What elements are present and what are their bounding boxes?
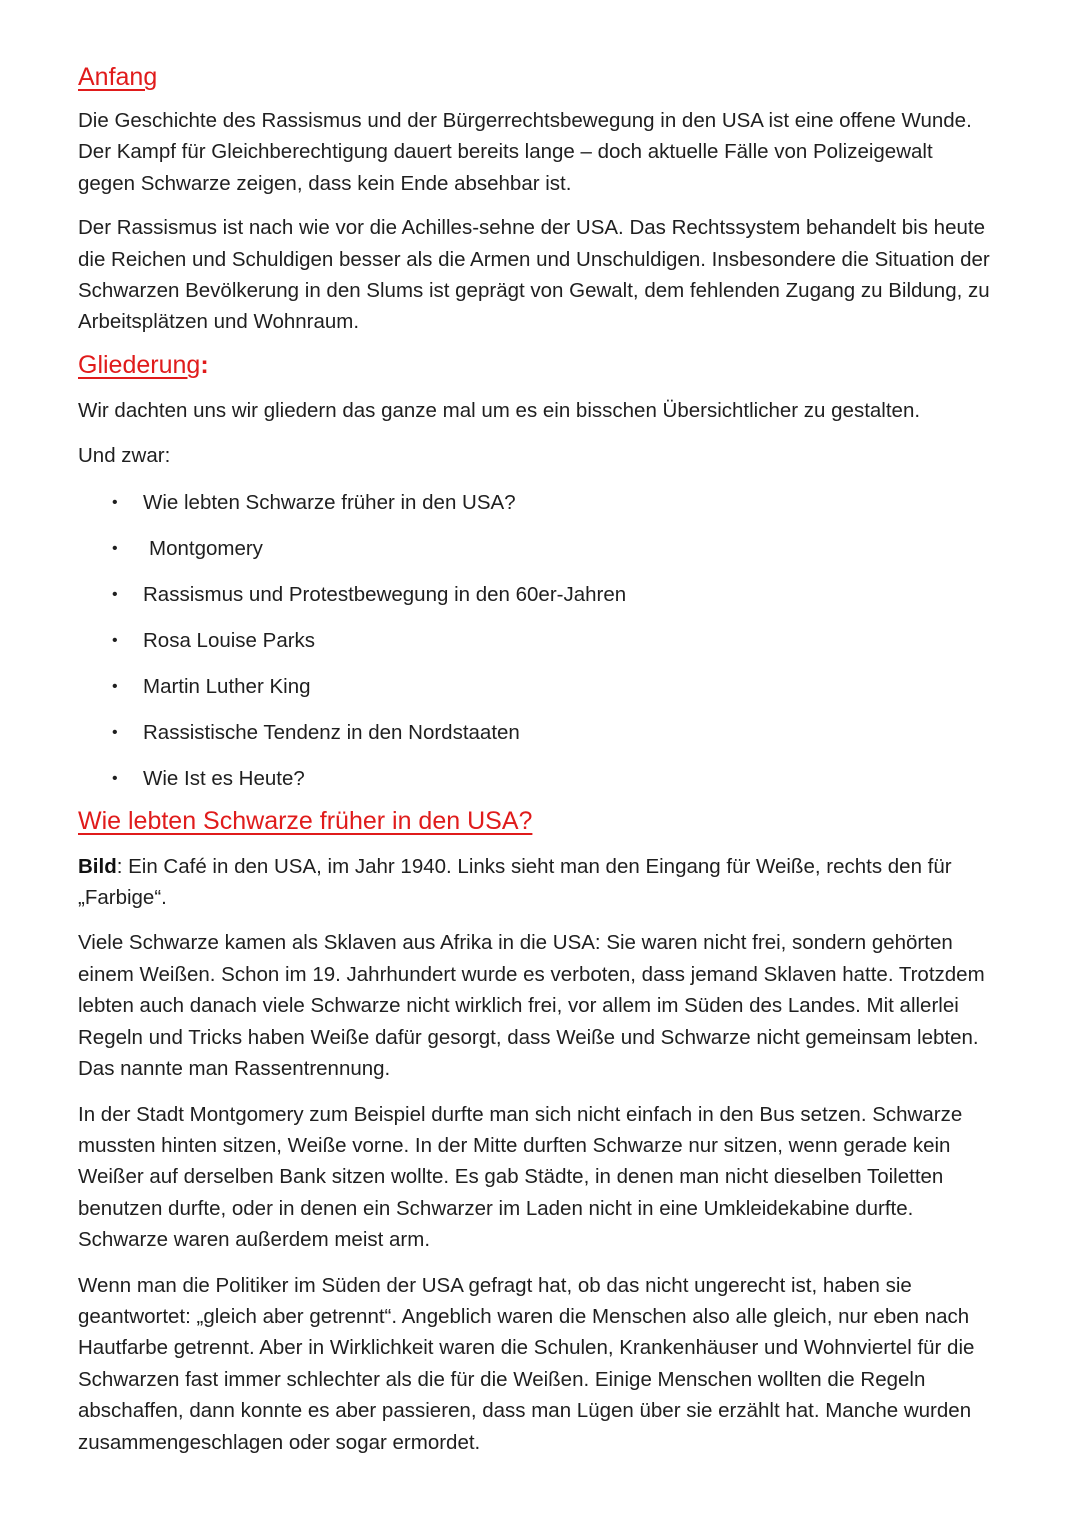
list-item-text: Wie lebten Schwarze früher in den USA? [143,490,516,514]
heading-gliederung-text: Gliederung [78,350,201,379]
outline-list [78,487,990,794]
bild-text: : Ein Café in den USA, im Jahr 1940. Links sieht man den Eingang für Weiße, rechts den für „Farbige“. [78,854,952,910]
list-item [78,579,990,610]
paragraph-montgomery: In der Stadt Montgomery zum Beispiel durfte man sich nicht einfach in den Bus setzen. Schwarze mussten hinten sitzen, Weiße vorne. In der Mitte durften Schwarze nur sitzen, wenn gerade kein Weißer auf derselben Bank sitzen wollte. Es gab Städte, in denen man nicht dieselben Toiletten benutzen durfte, oder in denen ein Schwarzer im Laden nicht in eine Umkleidekabine durfte. Schwarze waren außerdem meist arm. [78,1102,963,1252]
list-item-text: Montgomery [149,536,263,560]
bullet-icon: • [112,585,118,603]
list-item [78,671,990,702]
list-item [78,625,990,656]
heading-wie-lebten-schwarze: Wie lebten Schwarze früher in den USA? [78,806,533,835]
heading-gliederung-colon: : [200,350,209,379]
list-item [78,487,990,518]
paragraph-intro-1: Die Geschichte des Rassismus und der Bürgerrechtsbewegung in den USA ist eine offene Wunde. Der Kampf für Gleichberechtigung dauert bereits lange – doch aktuelle Fälle von Polizeigewalt gegen Schwarze zeigen, dass kein Ende absehbar ist. [78,109,972,195]
paragraph-sklaven: Viele Schwarze kamen als Sklaven aus Afrika in die USA: Sie waren nicht frei, sondern gehörten einem Weißen. Schon im 19. Jahrhundert wurde es verboten, dass jemand Sklaven hatte. Trotzdem lebten auch danach viele Schwarze nicht wirklich frei, vor allem im Süden des Landes. Mit allerlei Regeln und Tricks haben Weiße dafür gesorgt, dass Weiße und Schwarze nicht gemeinsam lebten. Das nannte man Rassentrennung. [78,931,985,1081]
paragraph-gliederung-intro: Wir dachten uns wir gliedern das ganze mal um es ein bisschen Übersichtlicher zu gestalten. [78,398,921,422]
bullet-icon: • [112,769,118,787]
bullet-icon: • [112,493,118,511]
paragraph-bild-caption [78,851,990,914]
heading-anfang: Anfang [78,63,158,91]
list-item [78,763,990,794]
paragraph-gliederung-lead: Und zwar: [78,444,171,468]
bullet-icon: • [112,677,118,695]
list-item-text: Wie Ist es Heute? [143,766,305,790]
bullet-icon: • [112,539,118,557]
list-item-text: Rosa Louise Parks [143,628,316,652]
paragraph-intro-2: Der Rassismus ist nach wie vor die Achilles-sehne der USA. Das Rechtssystem behandelt bis heute die Reichen und Schuldigen besser als die Armen und Unschuldigen. Insbesondere die Situation der Schwarzen Bevölkerung in den Slums ist geprägt von Gewalt, dem fehlenden Zugang zu Bildung, zu Arbeitsplätzen und Wohnraum. [78,216,990,334]
list-item [78,717,990,748]
heading-gliederung [78,348,990,382]
list-item [78,533,990,564]
paragraph-politiker: Wenn man die Politiker im Süden der USA gefragt hat, ob das nicht ungerecht ist, haben sie geantwortet: „gleich aber getrennt“. Angeblich waren die Menschen also alle gleich, nur eben nach Hautfarbe getrennt. Aber in Wirklichkeit waren die Schulen, Krankenhäuser und Wohnviertel für die Schwarzen fast immer schlechter als die für die Weißen. Einige Menschen wollten die Regeln abschaffen, dann konnte es aber passieren, dass man Lügen über sie erzählt hat. Manche wurden zusammengeschlagen oder sogar ermordet. [78,1273,975,1454]
bullet-icon: • [112,631,118,649]
bild-label: Bild [78,854,117,878]
bullet-icon: • [112,723,118,741]
list-item-text: Rassismus und Protestbewegung in den 60er-Jahren [143,582,627,606]
list-item-text: Martin Luther King [143,674,311,698]
list-item-text: Rassistische Tendenz in den Nordstaaten [143,720,520,744]
